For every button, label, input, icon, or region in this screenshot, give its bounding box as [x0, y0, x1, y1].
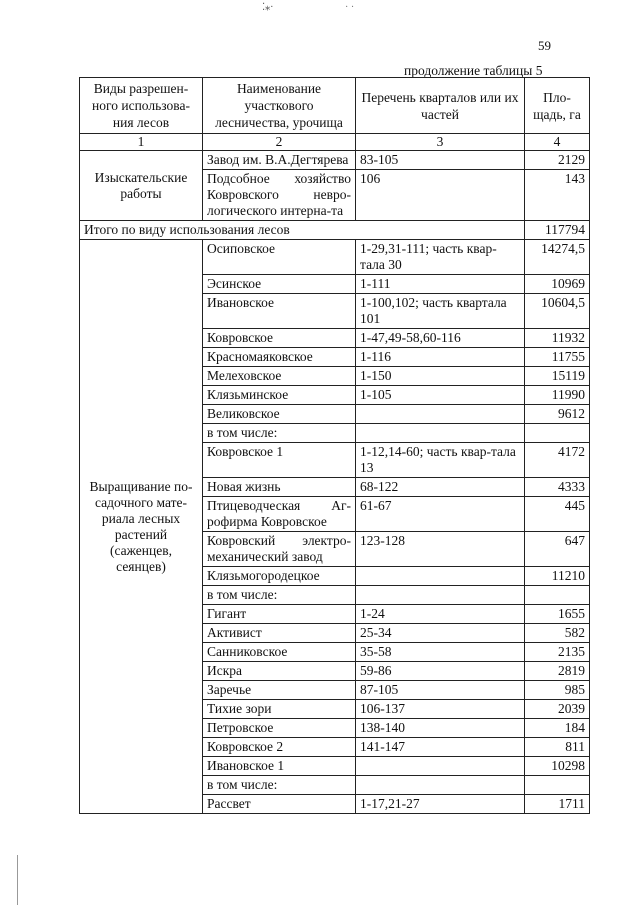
growing-section [80, 240, 590, 814]
use-type-cell: Изыскательские работы [80, 151, 203, 221]
forestry-name-cell: Ковровский электро-механический завод [203, 532, 356, 567]
quarters-cell: 138-140 [356, 719, 525, 738]
forestry-name-cell: Тихие зори [203, 700, 356, 719]
quarters-cell: 106 [356, 170, 525, 221]
header-row [80, 78, 590, 134]
scan-artifact: ⁚⁎· [262, 2, 274, 13]
area-cell: 11990 [525, 386, 590, 405]
area-cell: 647 [525, 532, 590, 567]
forestry-name-cell: Ковровское 2 [203, 738, 356, 757]
area-cell: 1711 [525, 795, 590, 814]
forestry-name-cell: Ивановское 1 [203, 757, 356, 776]
area-cell: 14274,5 [525, 240, 590, 275]
forestry-name-cell: Великовское [203, 405, 356, 424]
quarters-cell: 123-128 [356, 532, 525, 567]
forestry-name-cell: в том числе: [203, 586, 356, 605]
forestry-name-cell: Ковровское 1 [203, 443, 356, 478]
column-number: 4 [525, 134, 590, 151]
area-cell: 582 [525, 624, 590, 643]
area-cell [525, 586, 590, 605]
forestry-name-cell: Петровское [203, 719, 356, 738]
forestry-name-cell: Птицеводческая Аг-рофирма Ковровское [203, 497, 356, 532]
survey-total-section [80, 221, 590, 240]
total-value: 117794 [525, 221, 590, 240]
column-number: 2 [203, 134, 356, 151]
forestry-name-cell: Осиповское [203, 240, 356, 275]
area-cell: 184 [525, 719, 590, 738]
quarters-cell: 1-116 [356, 348, 525, 367]
quarters-cell [356, 424, 525, 443]
table-row [80, 151, 590, 170]
table-row [80, 240, 590, 275]
header-use-type: Виды разрешен-ного использова-ния лесов [80, 78, 203, 134]
header-forestry-name: Наименование участкового лесничества, урочища [203, 78, 356, 134]
forestry-name-cell: Гигант [203, 605, 356, 624]
area-cell: 11932 [525, 329, 590, 348]
header-area: Пло-щадь, га [525, 78, 590, 134]
quarters-cell: 1-12,14-60; часть квар-тала 13 [356, 443, 525, 478]
forestry-name-cell: Клязьминское [203, 386, 356, 405]
forestry-name-cell: Ивановское [203, 294, 356, 329]
forestry-name-cell: Эсинское [203, 275, 356, 294]
area-cell: 143 [525, 170, 590, 221]
quarters-cell: 1-47,49-58,60-116 [356, 329, 525, 348]
area-cell: 1655 [525, 605, 590, 624]
total-label: Итого по виду использования лесов [80, 221, 525, 240]
quarters-cell: 1-105 [356, 386, 525, 405]
forestry-name-cell: Рассвет [203, 795, 356, 814]
area-cell: 4333 [525, 478, 590, 497]
area-cell: 811 [525, 738, 590, 757]
survey-section [80, 151, 590, 221]
forestry-name-cell: Мелеховское [203, 367, 356, 386]
quarters-cell [356, 567, 525, 586]
column-number: 3 [356, 134, 525, 151]
area-cell: 2819 [525, 662, 590, 681]
quarters-cell: 61-67 [356, 497, 525, 532]
area-cell: 2135 [525, 643, 590, 662]
header-quarters: Перечень кварталов или их частей [356, 78, 525, 134]
area-cell [525, 424, 590, 443]
quarters-cell: 87-105 [356, 681, 525, 700]
area-cell: 10969 [525, 275, 590, 294]
quarters-cell: 1-17,21-27 [356, 795, 525, 814]
forestry-name-cell: Активист [203, 624, 356, 643]
total-row [80, 221, 590, 240]
scan-artifact: · · [345, 2, 355, 13]
forestry-name-cell: Подсобное хозяйство Ковровского невро-логического интерна-та [203, 170, 356, 221]
scan-edge-line [17, 855, 18, 905]
table-continuation-caption: продолжение таблицы 5 [404, 63, 543, 78]
quarters-cell: 1-100,102; часть квартала 101 [356, 294, 525, 329]
area-cell: 9612 [525, 405, 590, 424]
forestry-name-cell: Новая жизнь [203, 478, 356, 497]
area-cell [525, 776, 590, 795]
area-cell: 4172 [525, 443, 590, 478]
area-cell: 2039 [525, 700, 590, 719]
quarters-cell [356, 776, 525, 795]
quarters-cell: 1-150 [356, 367, 525, 386]
quarters-cell: 35-58 [356, 643, 525, 662]
column-number-row [80, 134, 590, 151]
quarters-cell: 68-122 [356, 478, 525, 497]
quarters-cell: 1-29,31-111; часть квар-тала 30 [356, 240, 525, 275]
quarters-cell: 141-147 [356, 738, 525, 757]
quarters-cell [356, 586, 525, 605]
quarters-cell [356, 757, 525, 776]
quarters-cell [356, 405, 525, 424]
forestry-name-cell: в том числе: [203, 776, 356, 795]
quarters-cell: 25-34 [356, 624, 525, 643]
quarters-cell: 1-111 [356, 275, 525, 294]
forestry-name-cell: Красномаяковское [203, 348, 356, 367]
use-type-cell: Выращивание по-садочного мате-риала лесных растений (саженцев, сеянцев) [80, 240, 203, 814]
area-cell: 985 [525, 681, 590, 700]
land-use-table [79, 77, 590, 814]
area-cell: 10604,5 [525, 294, 590, 329]
area-cell: 2129 [525, 151, 590, 170]
forestry-name-cell: Завод им. В.А.Дегтярева [203, 151, 356, 170]
area-cell: 15119 [525, 367, 590, 386]
area-cell: 11210 [525, 567, 590, 586]
quarters-cell: 106-137 [356, 700, 525, 719]
forestry-name-cell: Ковровское [203, 329, 356, 348]
quarters-cell: 1-24 [356, 605, 525, 624]
forestry-name-cell: Искра [203, 662, 356, 681]
column-number: 1 [80, 134, 203, 151]
quarters-cell: 83-105 [356, 151, 525, 170]
forestry-name-cell: в том числе: [203, 424, 356, 443]
forestry-name-cell: Клязьмогородецкое [203, 567, 356, 586]
forestry-name-cell: Заречье [203, 681, 356, 700]
area-cell: 10298 [525, 757, 590, 776]
area-cell: 11755 [525, 348, 590, 367]
forestry-name-cell: Санниковское [203, 643, 356, 662]
quarters-cell: 59-86 [356, 662, 525, 681]
area-cell: 445 [525, 497, 590, 532]
page-number: 59 [538, 38, 551, 53]
